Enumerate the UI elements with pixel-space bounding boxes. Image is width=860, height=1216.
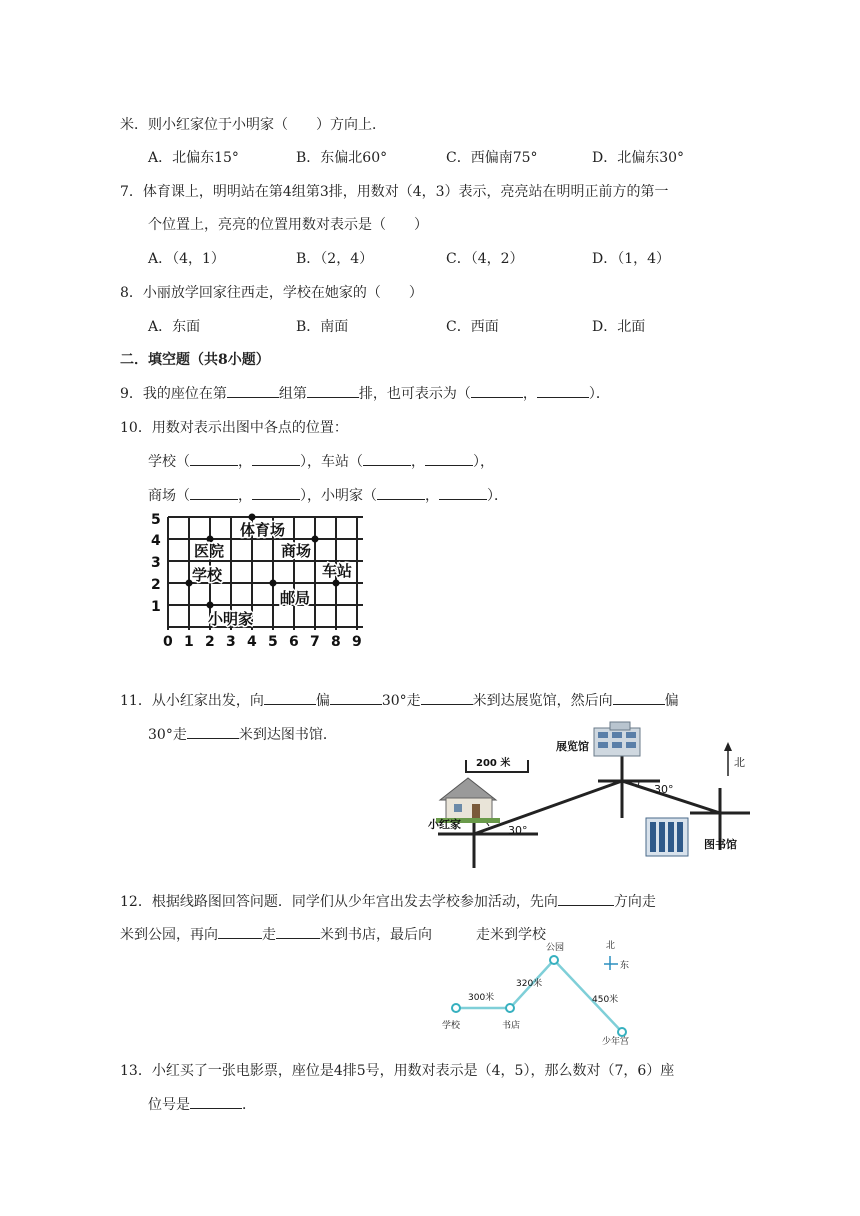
x-tick-9: 9	[352, 634, 362, 650]
q12-text-4: 走	[262, 927, 276, 943]
q7-line2: 个位置上，亮亮的位置用数对表示是（ ）	[148, 217, 428, 233]
q12-text-3: 米到公园，再向	[120, 927, 218, 943]
q8-option-a: A．东面	[148, 319, 201, 335]
label-mall: 商场	[281, 542, 312, 560]
label-school: 学校	[192, 566, 223, 584]
q13-text-1: 位号是	[148, 1097, 190, 1113]
q12-dist-300: 300米	[468, 993, 495, 1003]
q9-line	[120, 383, 610, 403]
q11-blank-dist2[interactable]	[187, 724, 239, 739]
q11-line1	[120, 690, 679, 710]
q12-blank-dir2[interactable]	[218, 924, 262, 939]
point-mall	[312, 536, 319, 543]
point-post-office	[270, 580, 277, 587]
section-title: 二．填空题（共8小题）	[120, 352, 270, 368]
q9-blank-row[interactable]	[307, 383, 359, 398]
q11-text-2: 偏	[315, 693, 330, 709]
q12-bookstore-label: 书店	[502, 1021, 521, 1031]
q10-station-y-blank[interactable]	[425, 451, 473, 466]
q10-row1-text-d: ，	[411, 454, 425, 470]
node-park	[550, 956, 558, 964]
q11-map-figure	[428, 718, 758, 870]
q11-text-3: 30°走	[381, 693, 421, 709]
q11-hall-label: 展览馆	[556, 740, 589, 753]
label-hospital: 医院	[194, 542, 225, 560]
q7-option-b: B．（2，4）	[296, 251, 374, 267]
point-station	[333, 580, 340, 587]
q6-option-c: C．西偏南75°	[446, 150, 538, 166]
q12-text-6: 走米到学校	[476, 927, 546, 943]
node-bookstore	[506, 1004, 514, 1012]
q12-blank-dist2[interactable]	[276, 924, 320, 939]
q7-option-c: C．（4，2）	[446, 251, 524, 267]
q10-row1	[148, 451, 494, 471]
point-xiaoming-home	[207, 602, 214, 609]
q12-text-2: 方向走	[613, 894, 656, 910]
q10-grid-figure	[148, 510, 372, 650]
q6-option-b: B．东偏北60°	[296, 150, 388, 166]
q11-text-4: 米到达展览馆，然后向	[472, 693, 613, 709]
q6-text: 米．则小红家位于小明家（ ）方向上．	[120, 117, 386, 133]
x-tick-5: 5	[268, 634, 278, 650]
q10-row2-text-d: ，	[425, 488, 439, 504]
q10-row1-text-b: ，	[238, 454, 252, 470]
library-icon	[646, 818, 688, 856]
q10-row2	[148, 485, 508, 505]
y-tick-2: 2	[151, 577, 161, 593]
x-tick-6: 6	[289, 634, 299, 650]
q12-dist-320: 320米	[516, 979, 543, 989]
exhibition-hall-icon	[594, 722, 640, 756]
q10-row2-text-b: ，	[238, 488, 252, 504]
label-station: 车站	[322, 562, 353, 580]
q12-labels	[442, 942, 618, 1031]
q13-text-2: ．	[242, 1097, 256, 1113]
q10-school-x-blank[interactable]	[190, 451, 238, 466]
q12-school-label: 学校	[442, 1021, 461, 1031]
x-tick-1: 1	[184, 634, 194, 650]
q8-option-c: C．西面	[446, 319, 499, 335]
q8-line1: 8．小丽放学回家往西走，学校在她家的（ ）	[120, 285, 423, 301]
q7-line1: 7．体育课上，明明站在第4组第3排，用数对（4，3）表示，亮亮站在明明正前方的第一	[120, 184, 669, 200]
q12-map-figure	[440, 936, 652, 1040]
q11-north-label: 北	[734, 756, 745, 769]
q12-blank-dir1[interactable]	[558, 891, 614, 906]
q9-blank-group[interactable]	[227, 383, 279, 398]
q10-mall-y-blank[interactable]	[252, 485, 300, 500]
q9-text-5: ）．	[588, 386, 610, 402]
house-icon	[436, 778, 500, 823]
y-tick-labels	[151, 512, 161, 615]
q10-row2-text-e: ）．	[487, 488, 508, 504]
q13-blank-seat[interactable]	[190, 1094, 242, 1109]
q9-text-2: 组第	[278, 386, 307, 402]
q12-compass	[604, 939, 629, 971]
q11-text-6: 30°走	[148, 727, 187, 743]
q9-text-3: 排，也可表示为（	[358, 386, 471, 402]
q10-row1-text-a: 学校（	[148, 454, 190, 470]
label-post-office: 邮局	[280, 589, 311, 607]
q12-line1	[120, 891, 656, 911]
q10-school-y-blank[interactable]	[252, 451, 300, 466]
q11-blank-dir3[interactable]	[613, 690, 665, 705]
x-tick-labels	[163, 634, 362, 650]
q12-youth-palace-label: 少年宫	[602, 1037, 630, 1047]
q11-angle-label-1: 30°	[508, 824, 528, 837]
q10-line1: 10．用数对表示出图中各点的位置：	[120, 420, 348, 436]
q9-blank-pair-b[interactable]	[537, 383, 589, 398]
x-tick-7: 7	[310, 634, 320, 650]
x-tick-2: 2	[205, 634, 215, 650]
x-tick-8: 8	[331, 634, 341, 650]
q10-mall-x-blank[interactable]	[190, 485, 238, 500]
q11-text-7: 米到达图书馆．	[238, 727, 337, 743]
q7-option-d: D．（1，4）	[592, 251, 671, 267]
q11-angle-label-2: 30°	[654, 783, 674, 796]
x-tick-0: 0	[163, 634, 173, 650]
node-school	[452, 1004, 460, 1012]
q10-home-x-blank[interactable]	[377, 485, 425, 500]
q10-row1-text-c: ），车站（	[300, 454, 363, 470]
label-xiaoming-home: 小明家	[208, 610, 254, 628]
q9-text-4: ，	[522, 386, 537, 402]
q12-text-5: 米到书店，最后向	[320, 927, 432, 943]
q12-park-label: 公园	[546, 943, 565, 953]
q13-line1: 13．小红买了一张电影票，座位是4排5号，用数对表示是（4，5），那么数对（7，6）座	[120, 1063, 675, 1079]
q12-east-label: 东	[620, 961, 630, 971]
q6-option-a: A．北偏东15°	[148, 150, 239, 166]
q11-home-label: 小红家	[428, 818, 461, 831]
q9-text-1: 9．我的座位在第	[120, 386, 227, 402]
q11-blank-dir2[interactable]	[330, 690, 382, 705]
q11-scale-label: 200 米	[476, 758, 511, 769]
y-tick-5: 5	[151, 512, 161, 528]
q12-dist-450: 450米	[592, 995, 619, 1005]
q10-row2-text-c: ），小明家（	[300, 488, 377, 504]
q9-blank-pair-a[interactable]	[471, 383, 523, 398]
x-tick-4: 4	[247, 634, 257, 650]
q11-line2	[148, 724, 337, 744]
q10-station-x-blank[interactable]	[363, 451, 411, 466]
y-tick-3: 3	[151, 555, 161, 571]
q11-text-1: 11．从小红家出发，向	[120, 693, 264, 709]
q12-text-1: 12．根据线路图回答问题．同学们从少年宫出发去学校参加活动，先向	[120, 894, 558, 910]
point-stadium	[249, 514, 256, 521]
q7-option-a: A．（4，1）	[148, 251, 225, 267]
q11-blank-dir1[interactable]	[264, 690, 316, 705]
q11-library-label: 图书馆	[704, 838, 737, 851]
q10-row1-text-e: ），	[473, 454, 494, 470]
q12-north-label: 北	[606, 941, 616, 951]
q11-north-arrow	[724, 742, 745, 776]
q8-option-b: B．南面	[296, 319, 349, 335]
label-stadium: 体育场	[240, 521, 286, 539]
q10-home-y-blank[interactable]	[439, 485, 487, 500]
y-tick-4: 4	[151, 533, 161, 549]
q11-blank-dist1[interactable]	[421, 690, 473, 705]
q11-text-5: 偏	[664, 693, 679, 709]
q6-option-d: D．北偏东30°	[592, 150, 685, 166]
y-tick-1: 1	[151, 599, 161, 615]
q13-line2	[148, 1094, 256, 1114]
q10-row2-text-a: 商场（	[148, 488, 190, 504]
q8-option-d: D．北面	[592, 319, 646, 335]
x-tick-3: 3	[226, 634, 236, 650]
